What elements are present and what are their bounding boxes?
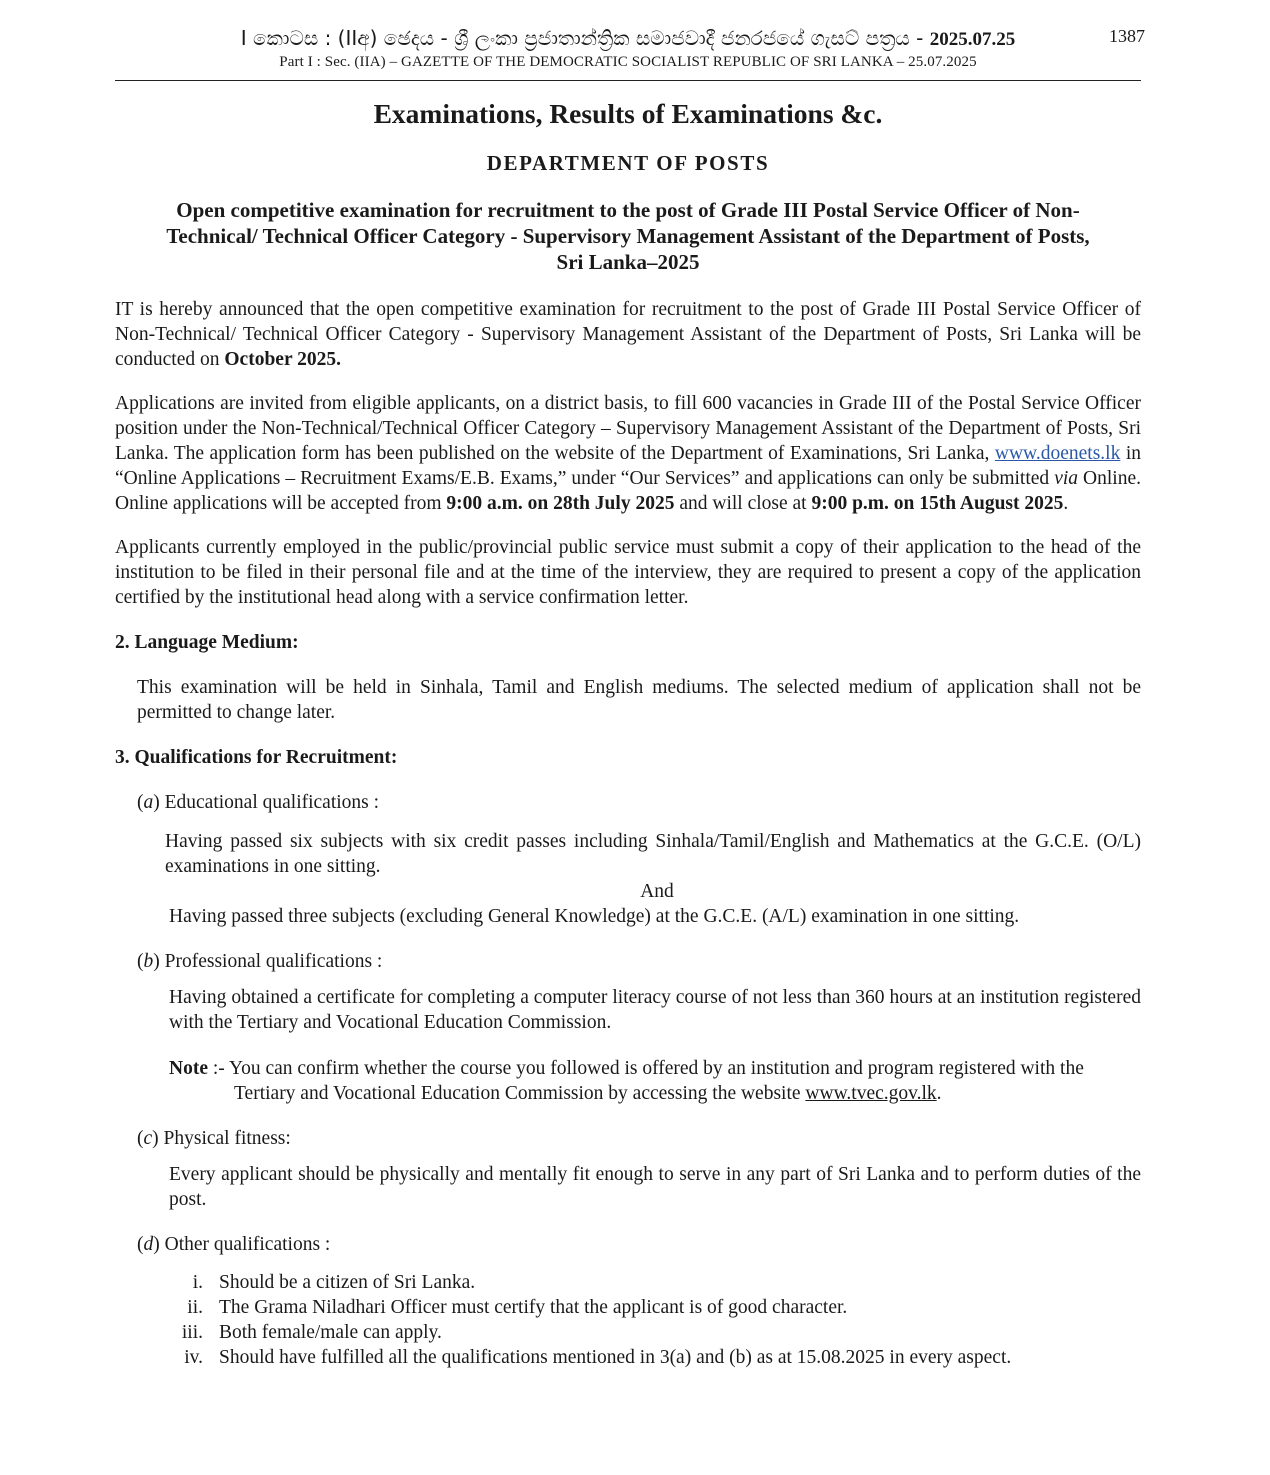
other-qualifications-list [115, 1270, 1141, 1370]
running-header [115, 0, 1145, 81]
list-item [179, 1295, 1141, 1320]
english-header-line: Part I : Sec. (IIA) – GAZETTE OF THE DEMOCRATIC SOCIALIST REPUBLIC OF SRI LANKA – 25.07.2025 [279, 54, 977, 70]
main-title: Examinations, Results of Examinations &c. [373, 98, 883, 129]
qualification-a-body-2: Having passed three subjects (excluding General Knowledge) at the G.C.E. (A/L) examination in one sitting. [169, 906, 1020, 927]
intro-p2-a: Applications are invited from eligible applicants, on a district basis, to fill 600 vacancies in Grade III of the Postal Service Officer position under the Non-Technical/Technical Officer Category – Supervisory Management Assistant of the Department of Posts, Sri Lanka. The application form has been published on the website of the Department of Examinations, Sri Lanka, [115, 393, 1141, 464]
note-separator: :- [207, 1058, 229, 1079]
intro-p1-text: IT is hereby announced that the open competitive examination for recruitment to the post of Grade III Postal Service Officer of Non-Technical/ Technical Officer Category - Supervisory Management Assistant of the Department of Posts, Sri Lanka will be conducted on [115, 299, 1141, 370]
intro-p2-b: in “Online Applications – Recruitment Exams/E.B. Exams,” under “Our Services” and applications can only be submitted [115, 443, 1142, 489]
list-item [179, 1270, 1141, 1295]
section-3-heading: 3. Qualifications for Recruitment: [115, 747, 398, 768]
list-item-number: iv. [184, 1347, 203, 1368]
doenets-link[interactable]: www.doenets.lk [994, 443, 1121, 464]
qualification-d-heading [137, 1232, 1141, 1257]
qc-open: ( [137, 1128, 144, 1149]
list-item-number: ii. [187, 1297, 203, 1318]
qa-title: ) Educational qualifications : [153, 792, 380, 813]
qd-open: ( [137, 1234, 144, 1255]
list-item [179, 1320, 1141, 1345]
tvec-link[interactable]: www.tvec.gov.lk [805, 1083, 937, 1104]
intro-paragraph-1 [115, 297, 1141, 372]
qualification-b-body: Having obtained a certificate for completing a computer literacy course of not less than 360 hours at an institution registered with the Tertiary and Vocational Education Commission. [169, 987, 1141, 1033]
department-title: DEPARTMENT OF POSTS [486, 151, 770, 175]
list-item-text: Both female/male can apply. [219, 1322, 442, 1343]
intro-p2-via: via [1054, 468, 1079, 489]
qc-title: ) Physical fitness: [152, 1128, 291, 1149]
intro-p2-c: Online. Online applications will be accepted from [115, 468, 1141, 514]
list-item-text: The Grama Niladhari Officer must certify that the applicant is of good character. [219, 1297, 848, 1318]
qb-title: ) Professional qualifications : [153, 951, 383, 972]
exam-title-line-2: Technical/ Technical Officer Category - Supervisory Management Assistant of the Department of Posts, [166, 224, 1090, 248]
exam-title [115, 197, 1141, 275]
and-separator: And [640, 881, 674, 902]
note-text-2: Tertiary and Vocational Education Commission by accessing the website [234, 1083, 806, 1104]
qualification-b-heading [137, 949, 1141, 974]
exam-title-line-3: Sri Lanka–2025 [556, 250, 700, 274]
intro-paragraph-2 [115, 391, 1141, 516]
sinhala-header-date: 2025.07.25 [929, 29, 1016, 50]
page-number: 1387 [1109, 26, 1145, 46]
qualification-c-heading [137, 1126, 1141, 1151]
list-item [179, 1345, 1141, 1370]
intro-paragraph-3: Applicants currently employed in the public/provincial public service must submit a copy of their application to the head of the institution to be filed in their personal file and at the time of the interview, they are required to present a copy of the application certified by the institutional head along with a service confirmation letter. [115, 537, 1141, 608]
application-open-date: 9:00 a.m. on 28th July 2025 [446, 493, 675, 514]
list-item-text: Should be a citizen of Sri Lanka. [219, 1272, 476, 1293]
qd-title: ) Other qualifications : [153, 1234, 331, 1255]
qualification-c-body: Every applicant should be physically and mentally fit enough to serve in any part of Sri Lanka and to perform duties of the post. [169, 1164, 1141, 1210]
note-label: Note [169, 1058, 208, 1079]
list-item-number: i. [192, 1272, 203, 1293]
qb-letter: b [143, 951, 154, 972]
note-text-1: You can confirm whether the course you followed is offered by an institution and program registered with the [228, 1058, 1084, 1079]
section-2-heading: 2. Language Medium: [115, 632, 299, 653]
qa-letter: a [143, 792, 154, 813]
note-continuation [169, 1081, 1141, 1106]
qd-letter: d [143, 1234, 154, 1255]
sinhala-header-line [115, 26, 1141, 51]
qualification-a-body-1: Having passed six subjects with six credit passes including Sinhala/Tamil/English and Mathematics at the G.C.E. (O/L) examinations in one sitting. [165, 831, 1141, 877]
note-end: . [936, 1083, 942, 1104]
qa-open: ( [137, 792, 144, 813]
qualification-a-heading [137, 790, 1141, 815]
intro-p2-e: . [1063, 493, 1069, 514]
section-2-body: This examination will be held in Sinhala, Tamil and English mediums. The selected medium of application shall not be permitted to change later. [137, 677, 1141, 723]
list-item-text: Should have fulfilled all the qualifications mentioned in 3(a) and (b) as at 15.08.2025 in every aspect. [219, 1347, 1012, 1368]
qc-letter: c [143, 1128, 153, 1149]
intro-p2-d: and will close at [674, 493, 812, 514]
exam-title-line-1: Open competitive examination for recruitment to the post of Grade III Postal Service Officer of Non- [176, 198, 1080, 222]
qb-open: ( [137, 951, 144, 972]
application-close-date: 9:00 p.m. on 15th August 2025 [811, 493, 1064, 514]
qualification-b-note [169, 1056, 1141, 1106]
exam-month: October 2025. [224, 349, 342, 370]
list-item-number: iii. [181, 1322, 203, 1343]
sinhala-header-text: I කොටස : (IIඅ) ඡෙදය - ශ්‍රී ලංකා ප්‍රජාතාන්ත්‍රික සමාජවාදී ජනරජයේ ගැසට් පත්‍රය - [240, 26, 930, 50]
